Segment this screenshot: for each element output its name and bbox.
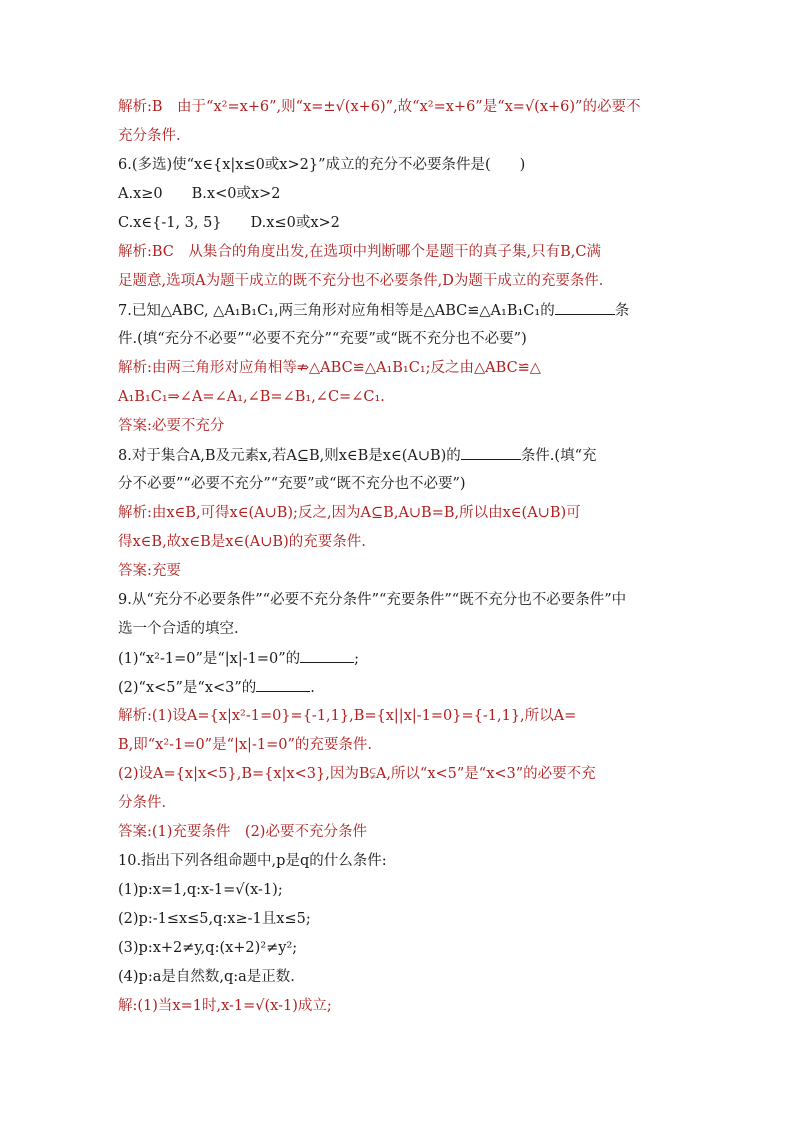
fill-in-blank	[300, 647, 354, 663]
line-text-before-blank: (2)“x<5”是“x<3”的	[118, 680, 257, 696]
line-text-after-blank: 条件.(填“充	[520, 448, 597, 464]
question-line	[118, 299, 678, 321]
question-line: (2)p:-1≤x≤5,q:x≥-1且x≤5;	[118, 911, 311, 927]
question-line: 9.从“充分不必要条件”“必要不充分条件”“充要条件”“既不充分也不必要条件”中	[118, 592, 627, 608]
answer-line: 解析:由两三角形对应角相等⇏△ABC≌△A₁B₁C₁;反之由△ABC≌△	[118, 360, 541, 376]
answer-line: 足题意,选项A为题干成立的既不充分也不必要条件,D为题干成立的充要条件.	[118, 273, 604, 289]
answer-line: B,即“x²-1=0”是“|x|-1=0”的充要条件.	[118, 737, 372, 753]
answer-line: 解:(1)当x=1时,x-1=√(x-1)成立;	[118, 998, 332, 1014]
question-line	[118, 676, 678, 698]
question-line: 分不必要”“必要不充分”“充要”或“既不充分也不必要”)	[118, 476, 466, 492]
question-line: (3)p:x+2≠y,q:(x+2)²≠y²;	[118, 940, 298, 956]
line-text-before-blank: 8.对于集合A,B及元素x,若A⊆B,则x∈B是x∈(A∪B)的	[118, 448, 461, 464]
document-page	[118, 96, 678, 1024]
answer-line: 得x∈B,故x∈B是x∈(A∪B)的充要条件.	[118, 534, 366, 550]
answer-line: 答案:必要不充分	[118, 418, 225, 434]
fill-in-blank	[461, 444, 521, 460]
question-line: A.x≥0 B.x<0或x>2	[118, 186, 281, 202]
line-text-after-blank: ;	[354, 651, 360, 667]
fill-in-blank	[555, 299, 615, 315]
question-line: (4)p:a是自然数,q:a是正数.	[118, 969, 295, 985]
answer-line: (2)设A={x|x<5},B={x|x<3},因为B⫋A,所以“x<5”是“x<3”的必要不充	[118, 766, 596, 782]
question-line: (1)p:x=1,q:x-1=√(x-1);	[118, 882, 283, 898]
question-line	[118, 444, 678, 466]
line-text-before-blank: (1)“x²-1=0”是“|x|-1=0”的	[118, 651, 301, 667]
answer-line: 解析:由x∈B,可得x∈(A∪B);反之,因为A⊆B,A∪B=B,所以由x∈(A∪B)可	[118, 505, 581, 521]
answer-line: 解析:B 由于“x²=x+6”,则“x=±√(x+6)”,故“x²=x+6”是“x=√(x+6)”的必要不	[118, 99, 641, 115]
answer-line: A₁B₁C₁⇒∠A=∠A₁,∠B=∠B₁,∠C=∠C₁.	[118, 389, 385, 405]
answer-line: 答案:(1)充要条件 (2)必要不充分条件	[118, 824, 367, 840]
answer-line: 解析:BC 从集合的角度出发,在选项中判断哪个是题干的真子集,只有B,C满	[118, 244, 601, 260]
question-line: 10.指出下列各组命题中,p是q的什么条件:	[118, 853, 387, 869]
answer-line: 答案:充要	[118, 563, 181, 579]
question-line	[118, 647, 678, 669]
question-line: C.x∈{-1, 3, 5} D.x≤0或x>2	[118, 215, 340, 231]
line-text-before-blank: 7.已知△ABC, △A₁B₁C₁,两三角形对应角相等是△ABC≌△A₁B₁C₁的	[118, 303, 555, 319]
line-text-after-blank: .	[310, 680, 315, 696]
question-line: 选一个合适的填空.	[118, 621, 239, 637]
fill-in-blank	[256, 676, 310, 692]
question-line: 件.(填“充分不必要”“必要不充分”“充要”或“既不充分也不必要”)	[118, 331, 527, 347]
answer-line: 充分条件.	[118, 128, 181, 144]
answer-line: 分条件.	[118, 795, 167, 811]
answer-line: 解析:(1)设A={x|x²-1=0}={-1,1},B={x||x|-1=0}={-1,1},所以A=	[118, 708, 577, 724]
line-text-after-blank: 条	[614, 303, 630, 319]
question-line: 6.(多选)使“x∈{x|x≤0或x>2}”成立的充分不必要条件是( )	[118, 157, 526, 173]
